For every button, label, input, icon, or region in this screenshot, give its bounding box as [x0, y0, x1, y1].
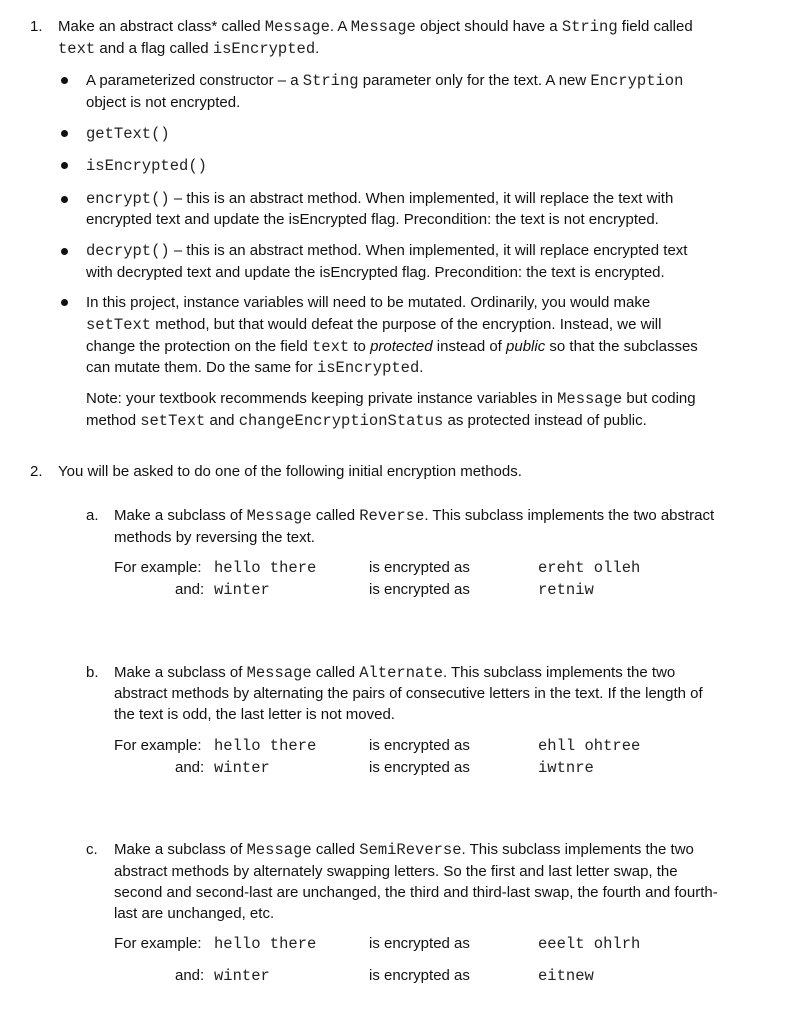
- item-c-line2: abstract methods by alternately swapping letters. So the first and last letter swap, the: [114, 863, 678, 880]
- item-c-line3: second and second-last are unchanged, the third and third-last swap, the fourth and fourth-: [114, 884, 718, 901]
- example-output: ehll ohtree: [538, 737, 641, 755]
- bullet-mutate-line3: change the protection on the field text to protected instead of public so that the subclasses: [86, 338, 698, 356]
- example-input: hello there: [214, 935, 317, 953]
- q1-intro-line2: text and a flag called isEncrypted.: [58, 40, 320, 58]
- bullet-mutate-line2: setText method, but that would defeat the purpose of the encryption. Instead, we will: [86, 316, 662, 334]
- example-mid: is encrypted as: [369, 759, 470, 776]
- example-lead: For example:: [114, 935, 202, 952]
- example-lead: and:: [175, 759, 205, 776]
- example-mid: is encrypted as: [369, 935, 470, 952]
- q2-intro: You will be asked to do one of the following initial encryption methods.: [58, 463, 522, 480]
- example-mid: is encrypted as: [369, 967, 470, 984]
- item-b-line2: abstract methods by alternating the pairs of consecutive letters in the text. If the length of: [114, 685, 703, 702]
- example-output: ereht olleh: [538, 559, 641, 577]
- bullet-encrypt-line2: encrypted text and update the isEncrypted flag. Precondition: the text is not encrypted.: [86, 211, 659, 228]
- bullet-constructor-line2: object is not encrypted.: [86, 94, 241, 111]
- item-c-label: c.: [86, 841, 98, 858]
- bullet-encrypt-line1: encrypt() – this is an abstract method. When implemented, it will replace the text with: [86, 190, 674, 208]
- bullet-icon: [61, 130, 68, 137]
- example-input: hello there: [214, 737, 317, 755]
- example-lead: and:: [175, 581, 205, 598]
- bullet-icon: [61, 162, 68, 169]
- example-mid: is encrypted as: [369, 737, 470, 754]
- question-1-number: 1.: [30, 18, 43, 35]
- bullet-icon: [61, 248, 68, 255]
- item-a-line1: Make a subclass of Message called Reverse. This subclass implements the two abstract: [114, 507, 715, 525]
- bullet-constructor-line1: A parameterized constructor – a String parameter only for the text. A new Encryption: [86, 72, 684, 90]
- bullet-mutate-line1: In this project, instance variables will need to be mutated. Ordinarily, you would make: [86, 294, 651, 311]
- example-input: winter: [214, 581, 270, 599]
- bullet-decrypt-line1: decrypt() – this is an abstract method. When implemented, it will replace encrypted text: [86, 242, 688, 260]
- bullet-icon: [61, 299, 68, 306]
- example-mid: is encrypted as: [369, 559, 470, 576]
- q1-intro-line1: Make an abstract class* called Message. A Message object should have a String field called: [58, 18, 693, 36]
- item-a-label: a.: [86, 507, 99, 524]
- example-input: hello there: [214, 559, 317, 577]
- item-c-line1: Make a subclass of Message called SemiReverse. This subclass implements the two: [114, 841, 694, 859]
- example-lead: and:: [175, 967, 205, 984]
- bullet-isencrypted: isEncrypted(): [86, 157, 207, 175]
- example-output: eeelt ohlrh: [538, 935, 641, 953]
- example-input: winter: [214, 967, 270, 985]
- note-line1: Note: your textbook recommends keeping private instance variables in Message but coding: [86, 390, 696, 408]
- example-output: retniw: [538, 581, 594, 599]
- example-input: winter: [214, 759, 270, 777]
- example-lead: For example:: [114, 559, 202, 576]
- example-mid: is encrypted as: [369, 581, 470, 598]
- bullet-decrypt-line2: with decrypted text and update the isEncrypted flag. Precondition: the text is encrypted.: [86, 264, 665, 281]
- item-b-line3: the text is odd, the last letter is not moved.: [114, 706, 395, 723]
- question-2-number: 2.: [30, 463, 43, 480]
- bullet-icon: [61, 77, 68, 84]
- item-a-line2: methods by reversing the text.: [114, 529, 315, 546]
- bullet-gettext: getText(): [86, 125, 170, 143]
- example-output: iwtnre: [538, 759, 594, 777]
- item-b-line1: Make a subclass of Message called Alternate. This subclass implements the two: [114, 664, 676, 682]
- note-line2: method setText and changeEncryptionStatus as protected instead of public.: [86, 412, 647, 430]
- example-output: eitnew: [538, 967, 594, 985]
- item-c-line4: last are unchanged, etc.: [114, 905, 275, 922]
- bullet-icon: [61, 196, 68, 203]
- bullet-mutate-line4: can mutate them. Do the same for isEncrypted.: [86, 359, 424, 377]
- item-b-label: b.: [86, 664, 99, 681]
- example-lead: For example:: [114, 737, 202, 754]
